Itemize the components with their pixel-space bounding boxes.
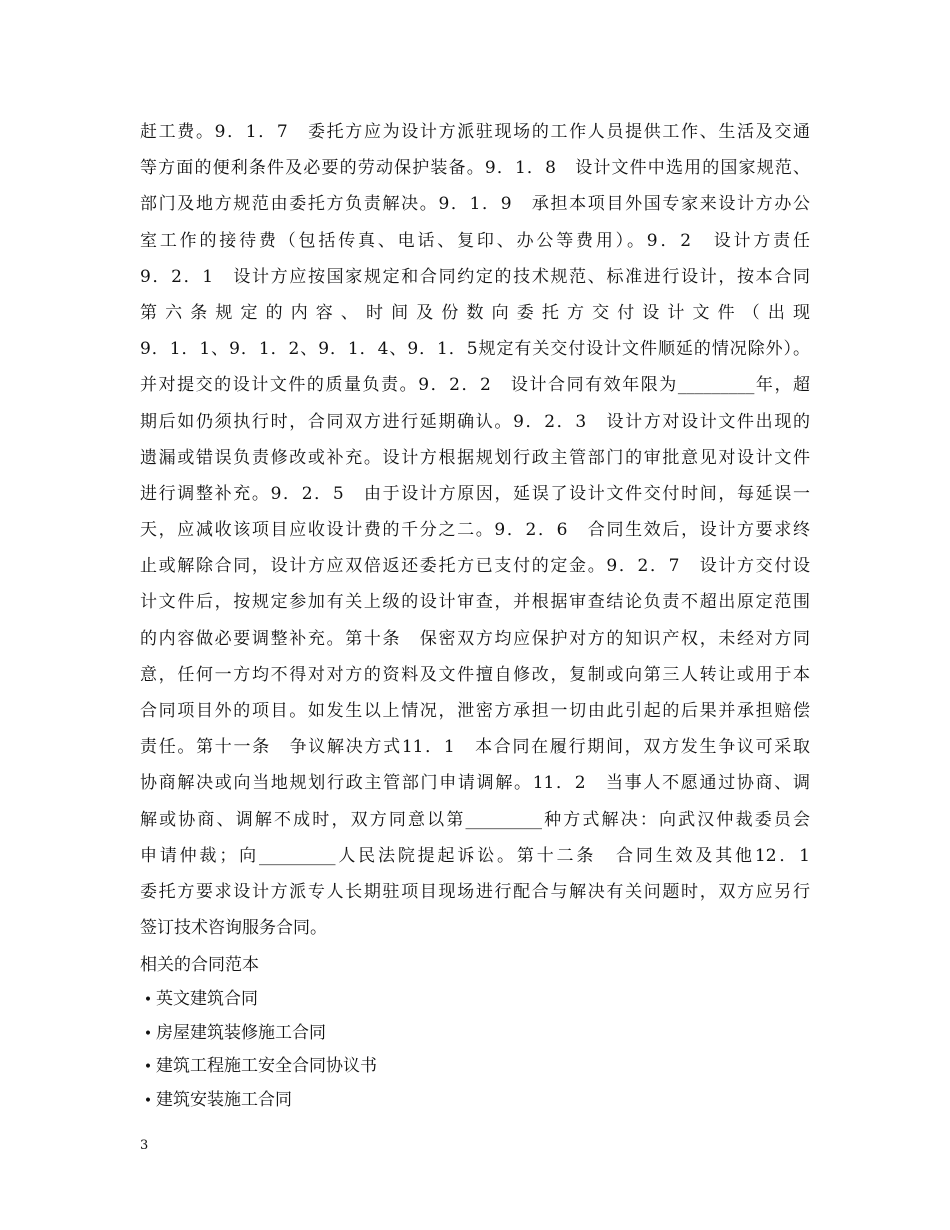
related-template-label: 建筑安装施工合同 xyxy=(156,1089,292,1110)
bullet-icon: • xyxy=(143,1025,153,1042)
text-line: 9．1．1、9．1．2、9．1．4、9．1．5规定有关交付设计文件顺延的情况除外）。 xyxy=(140,339,810,360)
contract-body-text xyxy=(140,114,810,946)
related-template-label: 英文建筑合同 xyxy=(156,989,258,1009)
bullet-icon: • xyxy=(143,1059,153,1076)
text-line: 委托方要求设计方派专人长期驻项目现场进行配合与解决有关问题时，双方应另行 xyxy=(140,881,810,902)
page-number: 3 xyxy=(140,1138,149,1153)
related-template-link[interactable] xyxy=(140,1050,810,1084)
bullet-icon: • xyxy=(143,992,153,1008)
text-line-last: 签订技术咨询服务合同。 xyxy=(140,918,327,939)
text-line: 室工作的接待费（包括传真、电话、复印、办公等费用）。9．2 设计方责任 xyxy=(140,230,810,251)
related-template-link[interactable] xyxy=(140,1084,810,1118)
text-line: 申请仲裁；向_________人民法院提起诉讼。第十二条 合同生效及其他12．1 xyxy=(140,845,810,866)
text-line: 合同项目外的项目。如发生以上情况，泄密方承担一切由此引起的后果并承担赔偿 xyxy=(140,701,810,721)
text-line: 第六条规定的内容、时间及份数向委托方交付设计文件（出现 xyxy=(140,302,810,323)
text-line: 9．2．1 设计方应按国家规定和合同约定的技术规范、标准进行设计，按本合同 xyxy=(140,266,810,287)
text-line: 期后如仍须执行时，合同双方进行延期确认。9．2．3 设计方对设计文件出现的 xyxy=(140,411,810,432)
text-line: 并对提交的设计文件的质量负责。9．2．2 设计合同有效年限为_________年，超 xyxy=(140,375,810,396)
bullet-icon: • xyxy=(143,1092,153,1109)
related-template-link[interactable] xyxy=(140,983,810,1017)
text-line: 止或解除合同，设计方应双倍返还委托方已支付的定金。9．2．7 设计方交付设 xyxy=(140,556,810,577)
text-line: 责任。第十一条 争议解决方式11．1 本合同在履行期间，双方发生争议可采取 xyxy=(140,737,810,758)
text-line: 计文件后，按规定参加有关上级的设计审查，并根据审查结论负责不超出原定范围 xyxy=(140,592,810,613)
text-line: 等方面的便利条件及必要的劳动保护装备。9．1．8 设计文件中选用的国家规范、 xyxy=(140,158,810,179)
text-line: 部门及地方规范由委托方负责解决。9．1．9 承担本项目外国专家来设计方办公 xyxy=(140,194,810,215)
text-line: 协商解决或向当地规划行政主管部门申请调解。11．2 当事人不愿通过协商、调 xyxy=(140,773,810,794)
text-line: 遗漏或错误负责修改或补充。设计方根据规划行政主管部门的审批意见对设计文件 xyxy=(140,447,810,468)
related-templates-section xyxy=(140,947,810,1117)
text-line: 意，任何一方均不得对对方的资料及文件擅自修改，复制或向第三人转让或用于本 xyxy=(140,664,810,685)
text-line: 进行调整补充。9．2．5 由于设计方原因，延误了设计文件交付时间，每延误一 xyxy=(140,483,810,504)
related-template-label: 房屋建筑装修施工合同 xyxy=(156,1022,326,1043)
text-line: 赶工费。9．1．7 委托方应为设计方派驻现场的工作人员提供工作、生活及交通 xyxy=(140,122,810,142)
related-template-label: 建筑工程施工安全合同协议书 xyxy=(156,1056,377,1077)
related-templates-heading: 相关的合同范本 xyxy=(140,955,259,975)
text-line: 的内容做必要调整补充。第十条 保密双方均应保护对方的知识产权，未经对方同 xyxy=(140,628,810,649)
text-line: 解或协商、调解不成时，双方同意以第_________种方式解决：向武汉仲裁委员会 xyxy=(140,809,810,830)
related-template-link[interactable] xyxy=(140,1017,810,1051)
text-line: 天，应减收该项目应收设计费的千分之二。9．2．6 合同生效后，设计方要求终 xyxy=(140,520,810,541)
related-templates-list xyxy=(140,983,810,1117)
